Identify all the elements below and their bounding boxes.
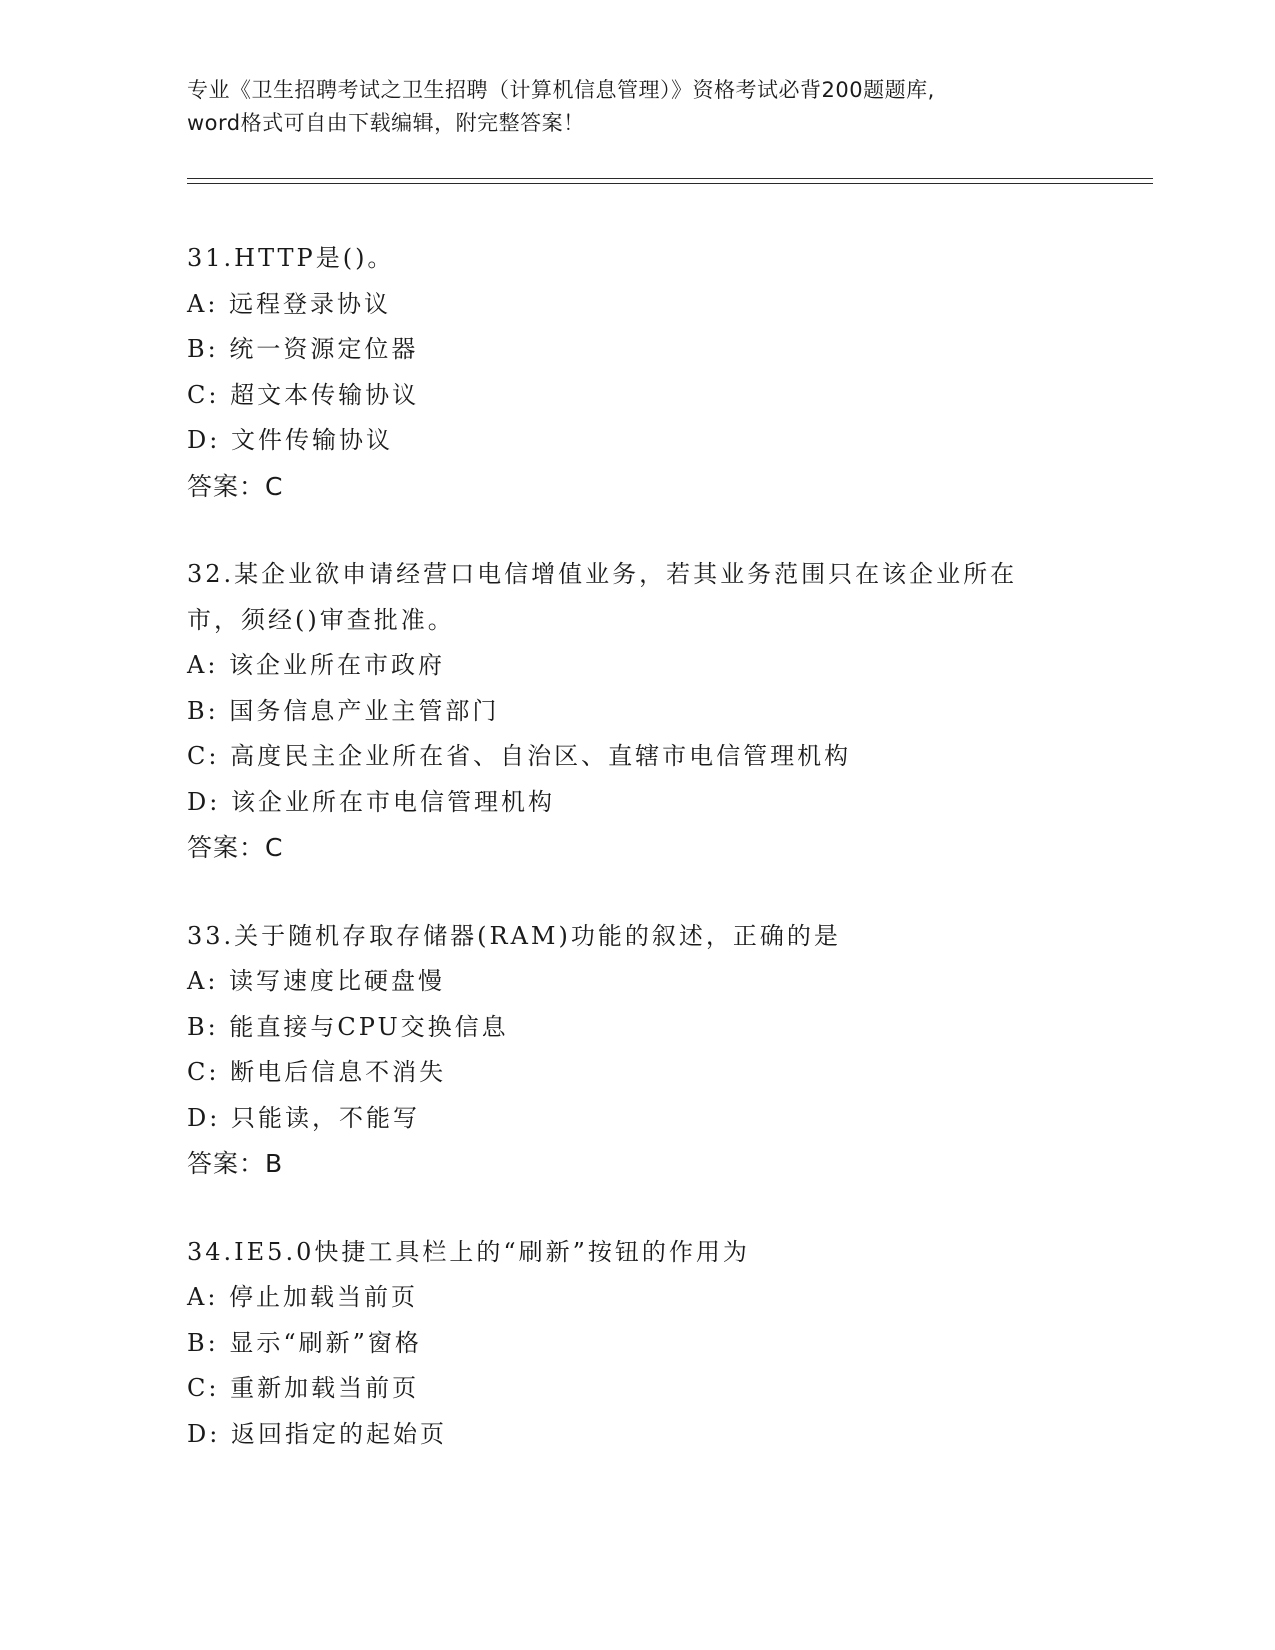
option-d: D: 该企业所在市电信管理机构 xyxy=(187,787,555,816)
header-line-1: 专业《卫生招聘考试之卫生招聘（计算机信息管理）》资格考试必背200题题库, xyxy=(187,78,935,102)
option-c: C: 超文本传输协议 xyxy=(187,380,420,409)
option-b: B: 统一资源定位器 xyxy=(187,335,419,363)
answer-line: 答案：C xyxy=(187,833,284,862)
option-c: C: 断电后信息不消失 xyxy=(187,1058,447,1086)
question-stem: 33.关于随机存取存储器(RAM)功能的叙述，正确的是 xyxy=(187,921,841,950)
header-line-2: word格式可自由下载编辑，附完整答案！ xyxy=(187,111,585,135)
option-a: A: 读写速度比硬盘慢 xyxy=(187,967,446,995)
question-stem: 32.某企业欲申请经营口电信增值业务，若其业务范围只在该企业所在 xyxy=(187,560,1018,588)
option-b: B: 显示“刷新”窗格 xyxy=(187,1328,422,1357)
answer-line: 答案：B xyxy=(187,1149,284,1178)
option-d: D: 只能读，不能写 xyxy=(187,1103,420,1132)
question-list xyxy=(187,236,1087,1500)
option-a: A: 该企业所在市政府 xyxy=(187,651,446,679)
option-b: B: 能直接与CPU交换信息 xyxy=(187,1012,509,1041)
question-stem: 31.HTTP是()。 xyxy=(187,244,395,272)
option-c: C: 重新加载当前页 xyxy=(187,1374,420,1402)
option-b: B: 国务信息产业主管部门 xyxy=(187,696,500,725)
question-31 xyxy=(187,236,1087,509)
document-header xyxy=(187,74,1087,140)
question-34 xyxy=(187,1230,1087,1458)
option-a: A: 远程登录协议 xyxy=(187,289,392,318)
question-33 xyxy=(187,914,1087,1187)
header-divider-top xyxy=(187,178,1153,179)
question-32 xyxy=(187,552,1087,871)
option-a: A: 停止加载当前页 xyxy=(187,1283,419,1311)
option-d: D: 返回指定的起始页 xyxy=(187,1419,447,1448)
header-divider-bottom xyxy=(187,183,1153,184)
option-c: C: 高度民主企业所在省、自治区、直辖市电信管理机构 xyxy=(187,742,852,770)
question-stem-continued: 市，须经()审查批准。 xyxy=(187,605,455,634)
question-stem: 34.IE5.0快捷工具栏上的“刷新”按钮的作用为 xyxy=(187,1237,750,1266)
answer-line: 答案：C xyxy=(187,471,284,501)
option-d: D: 文件传输协议 xyxy=(187,426,393,454)
